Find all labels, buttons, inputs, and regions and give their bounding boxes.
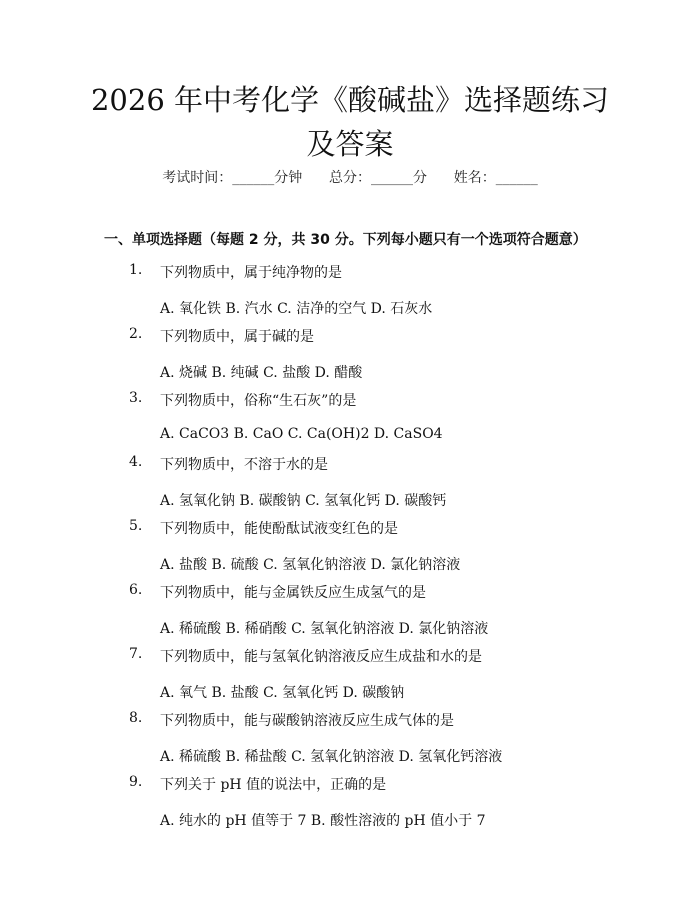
question-number: 7. (129, 646, 143, 662)
page-title: 2026 年中考化学《酸碱盐》选择题练习及答案 (90, 83, 610, 161)
time-unit: 分钟 (274, 170, 303, 186)
question-number: 6. (129, 582, 143, 598)
question-number: 2. (129, 326, 143, 342)
question-text: 下列物质中，不溶于水的是 (160, 457, 328, 473)
exam-meta (0, 167, 700, 187)
time-blank: ______ (232, 170, 275, 186)
question-text: 下列物质中，属于纯净物的是 (160, 265, 342, 281)
question-text: 下列物质中，能使酚酞试液变红色的是 (160, 521, 398, 537)
question-text: 下列物质中，属于碱的是 (160, 329, 314, 345)
question-options: A. CaCO3 B. CaO C. Ca(OH)2 D. CaSO4 (160, 426, 443, 442)
score-blank: ______ (371, 170, 413, 186)
question-options: A. 氢氧化钠 B. 碳酸钠 C. 氢氧化钙 D. 碳酸钙 (160, 493, 447, 509)
question-options: A. 纯水的 pH 值等于 7 B. 酸性溶液的 pH 值小于 7 (160, 813, 486, 829)
question-text: 下列物质中，能与金属铁反应生成氢气的是 (160, 585, 426, 601)
question-options: A. 氧化铁 B. 汽水 C. 洁净的空气 D. 石灰水 (160, 301, 433, 317)
question-options: A. 烧碱 B. 纯碱 C. 盐酸 D. 醋酸 (160, 365, 363, 381)
question-text: 下列物质中，能与氢氧化钠溶液反应生成盐和水的是 (160, 649, 482, 665)
question-text: 下列关于 pH 值的说法中，正确的是 (160, 777, 387, 793)
question-options: A. 稀硫酸 B. 稀盐酸 C. 氢氧化钠溶液 D. 氢氧化钙溶液 (160, 749, 503, 765)
name-blank: ______ (495, 170, 538, 186)
section-heading: 一、单项选择题（每题 2 分，共 30 分。下列每小题只有一个选项符合题意） (104, 232, 587, 248)
question-number: 5. (129, 518, 143, 534)
score-unit: 分 (413, 170, 427, 186)
name-label: 姓名： (453, 170, 496, 186)
question-text: 下列物质中，俗称“生石灰”的是 (160, 393, 357, 409)
question-number: 9. (129, 774, 143, 790)
question-options: A. 氧气 B. 盐酸 C. 氢氧化钙 D. 碳酸钠 (160, 685, 405, 701)
question-number: 8. (129, 710, 143, 726)
question-options: A. 盐酸 B. 硫酸 C. 氢氧化钠溶液 D. 氯化钠溶液 (160, 557, 461, 573)
question-text: 下列物质中，能与碳酸钠溶液反应生成气体的是 (160, 713, 454, 729)
question-number: 4. (129, 454, 143, 470)
question-number: 1. (129, 262, 143, 278)
question-options: A. 稀硫酸 B. 稀硝酸 C. 氢氧化钠溶液 D. 氯化钠溶液 (160, 621, 489, 637)
question-number: 3. (129, 390, 143, 406)
score-label: 总分： (329, 170, 371, 186)
time-label: 考试时间： (162, 170, 233, 186)
